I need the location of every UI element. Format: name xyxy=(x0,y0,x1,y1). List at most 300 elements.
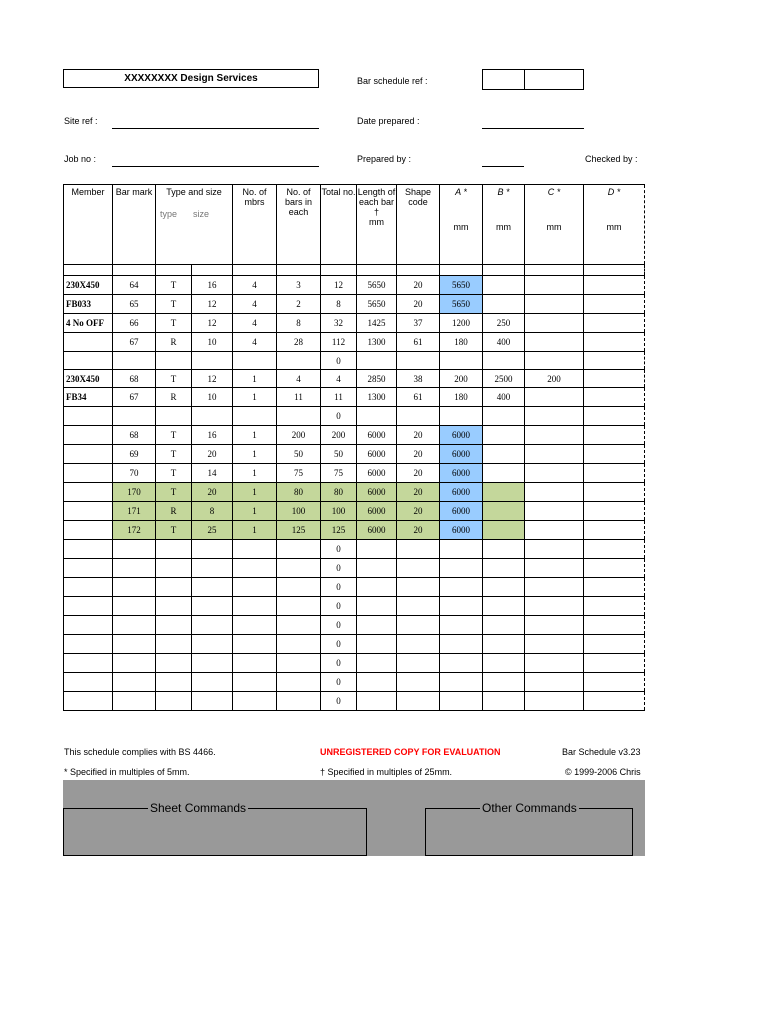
bar-schedule-ref-field-2[interactable] xyxy=(524,69,584,90)
cell-type[interactable]: T xyxy=(156,314,192,333)
cell-bars[interactable] xyxy=(277,654,321,673)
cell-total[interactable]: 100 xyxy=(321,502,357,521)
cell-b[interactable] xyxy=(483,407,525,426)
cell-d[interactable] xyxy=(584,464,645,483)
cell-c[interactable] xyxy=(525,314,584,333)
cell-bars[interactable] xyxy=(277,635,321,654)
cell-a[interactable]: 5650 xyxy=(440,295,483,314)
cell-c[interactable] xyxy=(525,673,584,692)
cell-length[interactable]: 1425 xyxy=(357,314,397,333)
cell-bars[interactable] xyxy=(277,616,321,635)
cell-d[interactable] xyxy=(584,616,645,635)
cell-member[interactable]: FB033 xyxy=(64,295,113,314)
cell-length[interactable] xyxy=(357,692,397,711)
cell-mark[interactable] xyxy=(113,692,156,711)
cell-d[interactable] xyxy=(584,333,645,352)
cell-type[interactable] xyxy=(156,407,192,426)
cell-bars[interactable] xyxy=(277,265,321,276)
cell-shape[interactable]: 61 xyxy=(397,388,440,407)
cell-b[interactable] xyxy=(483,692,525,711)
cell-d[interactable] xyxy=(584,692,645,711)
cell-length[interactable]: 1300 xyxy=(357,388,397,407)
cell-mark[interactable]: 67 xyxy=(113,388,156,407)
cell-shape[interactable]: 20 xyxy=(397,464,440,483)
cell-length[interactable] xyxy=(357,407,397,426)
cell-d[interactable] xyxy=(584,654,645,673)
cell-length[interactable] xyxy=(357,673,397,692)
cell-bars[interactable]: 100 xyxy=(277,502,321,521)
cell-b[interactable] xyxy=(483,521,525,540)
cell-a[interactable]: 6000 xyxy=(440,483,483,502)
cell-bars[interactable] xyxy=(277,578,321,597)
cell-a[interactable] xyxy=(440,540,483,559)
cell-total[interactable]: 50 xyxy=(321,445,357,464)
cell-c[interactable] xyxy=(525,559,584,578)
cell-b[interactable] xyxy=(483,635,525,654)
cell-mark[interactable]: 64 xyxy=(113,276,156,295)
cell-shape[interactable]: 61 xyxy=(397,333,440,352)
cell-member[interactable] xyxy=(64,445,113,464)
cell-c[interactable] xyxy=(525,692,584,711)
cell-shape[interactable] xyxy=(397,578,440,597)
cell-length[interactable]: 6000 xyxy=(357,521,397,540)
cell-d[interactable] xyxy=(584,559,645,578)
cell-member[interactable] xyxy=(64,521,113,540)
cell-total[interactable]: 75 xyxy=(321,464,357,483)
cell-mark[interactable] xyxy=(113,578,156,597)
cell-b[interactable] xyxy=(483,578,525,597)
cell-a[interactable] xyxy=(440,673,483,692)
cell-a[interactable] xyxy=(440,559,483,578)
cell-c[interactable] xyxy=(525,464,584,483)
cell-mark[interactable] xyxy=(113,407,156,426)
cell-mbrs[interactable]: 1 xyxy=(233,483,277,502)
cell-total[interactable]: 80 xyxy=(321,483,357,502)
cell-total[interactable] xyxy=(321,265,357,276)
cell-c[interactable] xyxy=(525,521,584,540)
cell-member[interactable] xyxy=(64,426,113,445)
cell-c[interactable] xyxy=(525,265,584,276)
cell-total[interactable]: 12 xyxy=(321,276,357,295)
cell-member[interactable] xyxy=(64,540,113,559)
cell-b[interactable] xyxy=(483,616,525,635)
cell-size[interactable] xyxy=(192,616,233,635)
cell-total[interactable]: 8 xyxy=(321,295,357,314)
cell-mark[interactable]: 172 xyxy=(113,521,156,540)
cell-c[interactable] xyxy=(525,276,584,295)
cell-mark[interactable] xyxy=(113,559,156,578)
cell-c[interactable] xyxy=(525,502,584,521)
cell-mbrs[interactable] xyxy=(233,692,277,711)
cell-mark[interactable]: 171 xyxy=(113,502,156,521)
cell-d[interactable] xyxy=(584,540,645,559)
date-prepared-field[interactable] xyxy=(482,128,584,129)
cell-d[interactable] xyxy=(584,445,645,464)
cell-a[interactable] xyxy=(440,265,483,276)
cell-b[interactable]: 400 xyxy=(483,333,525,352)
cell-c[interactable] xyxy=(525,540,584,559)
cell-mark[interactable] xyxy=(113,654,156,673)
cell-a[interactable] xyxy=(440,597,483,616)
cell-shape[interactable] xyxy=(397,635,440,654)
cell-size[interactable]: 16 xyxy=(192,426,233,445)
cell-mbrs[interactable] xyxy=(233,673,277,692)
cell-total[interactable]: 0 xyxy=(321,654,357,673)
cell-bars[interactable] xyxy=(277,559,321,578)
cell-total[interactable]: 32 xyxy=(321,314,357,333)
cell-size[interactable] xyxy=(192,407,233,426)
cell-b[interactable] xyxy=(483,559,525,578)
cell-length[interactable]: 6000 xyxy=(357,464,397,483)
cell-c[interactable] xyxy=(525,597,584,616)
cell-b[interactable] xyxy=(483,426,525,445)
cell-size[interactable] xyxy=(192,352,233,370)
cell-member[interactable] xyxy=(64,352,113,370)
cell-mark[interactable]: 70 xyxy=(113,464,156,483)
cell-mbrs[interactable] xyxy=(233,559,277,578)
cell-c[interactable] xyxy=(525,407,584,426)
cell-mbrs[interactable]: 4 xyxy=(233,314,277,333)
cell-mark[interactable] xyxy=(113,616,156,635)
job-no-field[interactable] xyxy=(112,166,319,167)
cell-c[interactable] xyxy=(525,445,584,464)
cell-a[interactable] xyxy=(440,407,483,426)
cell-a[interactable] xyxy=(440,352,483,370)
cell-shape[interactable]: 20 xyxy=(397,483,440,502)
cell-type[interactable]: R xyxy=(156,502,192,521)
cell-total[interactable]: 0 xyxy=(321,692,357,711)
cell-mbrs[interactable] xyxy=(233,616,277,635)
cell-mbrs[interactable] xyxy=(233,540,277,559)
cell-bars[interactable]: 80 xyxy=(277,483,321,502)
cell-size[interactable]: 12 xyxy=(192,370,233,388)
cell-member[interactable] xyxy=(64,464,113,483)
cell-b[interactable]: 400 xyxy=(483,388,525,407)
cell-c[interactable] xyxy=(525,635,584,654)
cell-member[interactable] xyxy=(64,654,113,673)
cell-size[interactable]: 20 xyxy=(192,445,233,464)
cell-type[interactable] xyxy=(156,635,192,654)
cell-total[interactable]: 125 xyxy=(321,521,357,540)
cell-shape[interactable] xyxy=(397,265,440,276)
cell-a[interactable]: 5650 xyxy=(440,276,483,295)
cell-bars[interactable] xyxy=(277,673,321,692)
cell-mbrs[interactable]: 1 xyxy=(233,464,277,483)
cell-member[interactable] xyxy=(64,559,113,578)
cell-bars[interactable]: 11 xyxy=(277,388,321,407)
cell-shape[interactable] xyxy=(397,673,440,692)
cell-b[interactable] xyxy=(483,352,525,370)
cell-a[interactable]: 180 xyxy=(440,388,483,407)
cell-b[interactable] xyxy=(483,673,525,692)
cell-b[interactable] xyxy=(483,483,525,502)
cell-d[interactable] xyxy=(584,352,645,370)
cell-b[interactable] xyxy=(483,540,525,559)
cell-mbrs[interactable] xyxy=(233,265,277,276)
site-ref-field[interactable] xyxy=(112,128,319,129)
cell-a[interactable]: 6000 xyxy=(440,445,483,464)
cell-size[interactable]: 20 xyxy=(192,483,233,502)
cell-length[interactable]: 6000 xyxy=(357,502,397,521)
cell-mark[interactable]: 68 xyxy=(113,426,156,445)
cell-shape[interactable] xyxy=(397,616,440,635)
cell-type[interactable] xyxy=(156,540,192,559)
cell-type[interactable]: T xyxy=(156,276,192,295)
cell-shape[interactable] xyxy=(397,559,440,578)
cell-size[interactable] xyxy=(192,559,233,578)
cell-mbrs[interactable]: 4 xyxy=(233,333,277,352)
cell-shape[interactable]: 20 xyxy=(397,295,440,314)
cell-mark[interactable] xyxy=(113,540,156,559)
cell-total[interactable]: 0 xyxy=(321,559,357,578)
cell-member[interactable] xyxy=(64,407,113,426)
cell-member[interactable] xyxy=(64,597,113,616)
cell-a[interactable] xyxy=(440,692,483,711)
cell-mbrs[interactable] xyxy=(233,654,277,673)
cell-shape[interactable] xyxy=(397,692,440,711)
cell-b[interactable] xyxy=(483,445,525,464)
cell-member[interactable]: 230X450 xyxy=(64,276,113,295)
cell-type[interactable]: T xyxy=(156,521,192,540)
cell-type[interactable] xyxy=(156,673,192,692)
cell-size[interactable]: 10 xyxy=(192,333,233,352)
cell-d[interactable] xyxy=(584,521,645,540)
cell-mbrs[interactable]: 1 xyxy=(233,521,277,540)
cell-mbrs[interactable] xyxy=(233,597,277,616)
cell-d[interactable] xyxy=(584,314,645,333)
cell-total[interactable]: 4 xyxy=(321,370,357,388)
cell-c[interactable]: 200 xyxy=(525,370,584,388)
cell-shape[interactable] xyxy=(397,352,440,370)
cell-mbrs[interactable]: 4 xyxy=(233,295,277,314)
cell-member[interactable] xyxy=(64,578,113,597)
cell-mbrs[interactable]: 1 xyxy=(233,370,277,388)
cell-type[interactable] xyxy=(156,352,192,370)
cell-a[interactable] xyxy=(440,635,483,654)
cell-length[interactable]: 2850 xyxy=(357,370,397,388)
cell-d[interactable] xyxy=(584,578,645,597)
cell-mbrs[interactable]: 1 xyxy=(233,445,277,464)
cell-type[interactable] xyxy=(156,559,192,578)
cell-member[interactable]: 4 No OFF xyxy=(64,314,113,333)
cell-total[interactable]: 0 xyxy=(321,540,357,559)
cell-mark[interactable]: 68 xyxy=(113,370,156,388)
cell-mbrs[interactable]: 1 xyxy=(233,502,277,521)
cell-size[interactable] xyxy=(192,692,233,711)
cell-type[interactable]: T xyxy=(156,483,192,502)
cell-d[interactable] xyxy=(584,673,645,692)
cell-a[interactable]: 200 xyxy=(440,370,483,388)
cell-b[interactable] xyxy=(483,597,525,616)
cell-mbrs[interactable]: 4 xyxy=(233,276,277,295)
cell-bars[interactable] xyxy=(277,407,321,426)
cell-size[interactable] xyxy=(192,540,233,559)
cell-c[interactable] xyxy=(525,426,584,445)
cell-c[interactable] xyxy=(525,352,584,370)
cell-a[interactable]: 6000 xyxy=(440,426,483,445)
cell-member[interactable]: FB34 xyxy=(64,388,113,407)
cell-bars[interactable]: 50 xyxy=(277,445,321,464)
cell-bars[interactable]: 75 xyxy=(277,464,321,483)
cell-type[interactable] xyxy=(156,597,192,616)
cell-mark[interactable] xyxy=(113,597,156,616)
cell-bars[interactable] xyxy=(277,540,321,559)
cell-member[interactable] xyxy=(64,502,113,521)
cell-shape[interactable] xyxy=(397,540,440,559)
cell-c[interactable] xyxy=(525,388,584,407)
cell-size[interactable]: 25 xyxy=(192,521,233,540)
cell-length[interactable] xyxy=(357,559,397,578)
cell-mbrs[interactable] xyxy=(233,407,277,426)
cell-c[interactable] xyxy=(525,616,584,635)
cell-d[interactable] xyxy=(584,276,645,295)
cell-shape[interactable]: 20 xyxy=(397,426,440,445)
cell-total[interactable]: 112 xyxy=(321,333,357,352)
cell-a[interactable] xyxy=(440,616,483,635)
cell-mbrs[interactable] xyxy=(233,578,277,597)
cell-d[interactable] xyxy=(584,295,645,314)
cell-size[interactable] xyxy=(192,597,233,616)
cell-a[interactable]: 6000 xyxy=(440,502,483,521)
prepared-by-field[interactable] xyxy=(482,166,524,167)
cell-total[interactable]: 11 xyxy=(321,388,357,407)
cell-bars[interactable]: 28 xyxy=(277,333,321,352)
cell-length[interactable]: 5650 xyxy=(357,276,397,295)
cell-a[interactable]: 1200 xyxy=(440,314,483,333)
cell-a[interactable]: 6000 xyxy=(440,521,483,540)
cell-length[interactable] xyxy=(357,352,397,370)
cell-type[interactable] xyxy=(156,616,192,635)
cell-size[interactable] xyxy=(192,578,233,597)
cell-total[interactable]: 0 xyxy=(321,352,357,370)
cell-total[interactable]: 0 xyxy=(321,673,357,692)
cell-total[interactable]: 0 xyxy=(321,597,357,616)
cell-type[interactable]: T xyxy=(156,370,192,388)
cell-type[interactable]: T xyxy=(156,445,192,464)
cell-mark[interactable]: 65 xyxy=(113,295,156,314)
cell-size[interactable]: 12 xyxy=(192,295,233,314)
cell-a[interactable] xyxy=(440,578,483,597)
cell-size[interactable] xyxy=(192,673,233,692)
cell-length[interactable] xyxy=(357,578,397,597)
cell-size[interactable]: 14 xyxy=(192,464,233,483)
cell-type[interactable]: R xyxy=(156,333,192,352)
cell-member[interactable] xyxy=(64,265,113,276)
cell-type[interactable]: R xyxy=(156,388,192,407)
cell-b[interactable] xyxy=(483,265,525,276)
cell-shape[interactable]: 20 xyxy=(397,521,440,540)
cell-mbrs[interactable]: 1 xyxy=(233,426,277,445)
cell-type[interactable]: T xyxy=(156,426,192,445)
cell-length[interactable] xyxy=(357,616,397,635)
cell-shape[interactable]: 20 xyxy=(397,502,440,521)
cell-type[interactable] xyxy=(156,692,192,711)
cell-bars[interactable]: 200 xyxy=(277,426,321,445)
cell-length[interactable] xyxy=(357,265,397,276)
cell-c[interactable] xyxy=(525,295,584,314)
cell-size[interactable]: 16 xyxy=(192,276,233,295)
cell-c[interactable] xyxy=(525,654,584,673)
cell-d[interactable] xyxy=(584,265,645,276)
cell-b[interactable] xyxy=(483,464,525,483)
cell-shape[interactable] xyxy=(397,654,440,673)
cell-mark[interactable]: 69 xyxy=(113,445,156,464)
cell-a[interactable]: 180 xyxy=(440,333,483,352)
cell-bars[interactable] xyxy=(277,692,321,711)
cell-member[interactable] xyxy=(64,333,113,352)
cell-d[interactable] xyxy=(584,426,645,445)
cell-d[interactable] xyxy=(584,483,645,502)
cell-d[interactable] xyxy=(584,407,645,426)
cell-member[interactable] xyxy=(64,673,113,692)
cell-type[interactable]: T xyxy=(156,295,192,314)
cell-b[interactable] xyxy=(483,654,525,673)
cell-mbrs[interactable] xyxy=(233,635,277,654)
cell-size[interactable] xyxy=(192,654,233,673)
cell-a[interactable]: 6000 xyxy=(440,464,483,483)
cell-size[interactable]: 12 xyxy=(192,314,233,333)
cell-mark[interactable] xyxy=(113,265,156,276)
cell-mark[interactable] xyxy=(113,635,156,654)
cell-shape[interactable]: 20 xyxy=(397,445,440,464)
cell-length[interactable]: 6000 xyxy=(357,426,397,445)
cell-c[interactable] xyxy=(525,483,584,502)
cell-mbrs[interactable]: 1 xyxy=(233,388,277,407)
cell-total[interactable]: 0 xyxy=(321,616,357,635)
cell-bars[interactable]: 125 xyxy=(277,521,321,540)
cell-shape[interactable]: 38 xyxy=(397,370,440,388)
cell-member[interactable]: 230X450 xyxy=(64,370,113,388)
cell-mark[interactable]: 66 xyxy=(113,314,156,333)
cell-length[interactable] xyxy=(357,540,397,559)
cell-length[interactable] xyxy=(357,635,397,654)
cell-mark[interactable]: 67 xyxy=(113,333,156,352)
cell-total[interactable]: 0 xyxy=(321,578,357,597)
cell-b[interactable]: 250 xyxy=(483,314,525,333)
cell-length[interactable]: 6000 xyxy=(357,483,397,502)
cell-shape[interactable]: 37 xyxy=(397,314,440,333)
cell-mark[interactable] xyxy=(113,352,156,370)
cell-mbrs[interactable] xyxy=(233,352,277,370)
cell-type[interactable] xyxy=(156,265,192,276)
cell-c[interactable] xyxy=(525,578,584,597)
cell-d[interactable] xyxy=(584,597,645,616)
cell-member[interactable] xyxy=(64,616,113,635)
cell-d[interactable] xyxy=(584,388,645,407)
cell-mark[interactable]: 170 xyxy=(113,483,156,502)
cell-type[interactable] xyxy=(156,578,192,597)
cell-length[interactable]: 6000 xyxy=(357,445,397,464)
cell-mark[interactable] xyxy=(113,673,156,692)
cell-length[interactable] xyxy=(357,654,397,673)
cell-member[interactable] xyxy=(64,692,113,711)
cell-shape[interactable]: 20 xyxy=(397,276,440,295)
cell-bars[interactable] xyxy=(277,597,321,616)
cell-b[interactable] xyxy=(483,276,525,295)
cell-bars[interactable]: 2 xyxy=(277,295,321,314)
cell-shape[interactable] xyxy=(397,597,440,616)
cell-length[interactable]: 1300 xyxy=(357,333,397,352)
cell-size[interactable]: 10 xyxy=(192,388,233,407)
cell-length[interactable]: 5650 xyxy=(357,295,397,314)
cell-b[interactable] xyxy=(483,295,525,314)
cell-bars[interactable] xyxy=(277,352,321,370)
cell-d[interactable] xyxy=(584,635,645,654)
cell-d[interactable] xyxy=(584,370,645,388)
cell-bars[interactable]: 8 xyxy=(277,314,321,333)
cell-b[interactable] xyxy=(483,502,525,521)
cell-total[interactable]: 0 xyxy=(321,407,357,426)
